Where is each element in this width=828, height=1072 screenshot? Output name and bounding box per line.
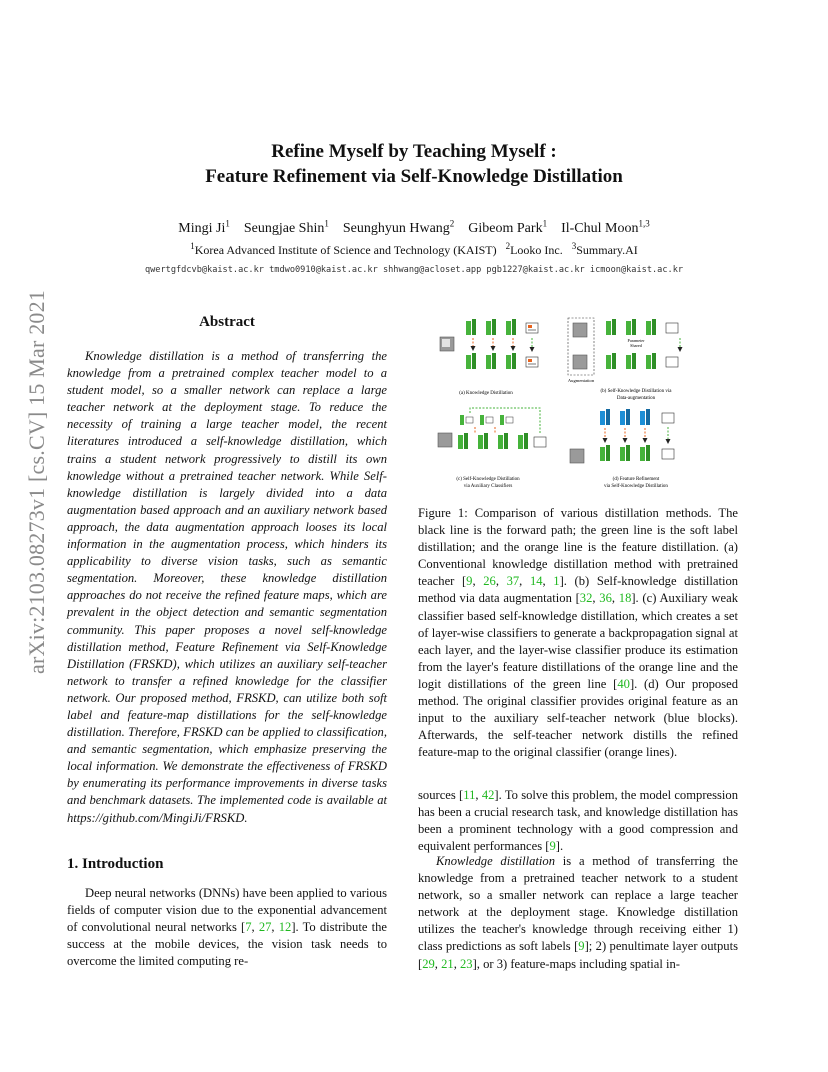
- svg-text:via Auxiliary Classifiers: via Auxiliary Classifiers: [463, 484, 513, 489]
- svg-text:via Self-Knowledge Distillatio: via Self-Knowledge Distillation: [604, 484, 668, 489]
- paper-title-line1: Refine Myself by Teaching Myself :: [271, 141, 557, 162]
- panel-b-label: (b) Self-Knowledge Distillation via: [600, 389, 672, 394]
- intro-paragraph: Deep neural networks (DNNs) have been applied to various fields of computer vision due to the exponential advancement of convolutional neural networks [7, 27, 12]. To distribute the success at the mobile devices, the vision task needs to overcome the limited computing re-: [67, 886, 387, 969]
- panel-d-label: (d) Feature Refinement: [612, 477, 660, 482]
- abstract-body: Knowledge distillation is a method of transferring the knowledge from a pretrained complex teacher model to a student model, so a smaller network can replace a large teacher network at the deployment stage. To reduce the necessity of training a large teacher model, the recent literatures introduced a self-knowledge distillation, which trains a student network progressively to distill its own knowledge without a pretrained teacher network. While Self-knowledge distillation is largely divided into a data augmentation based approach and an auxiliary network based approach, the data augmentation approach looses its local information in the augmentation process, which hinders its applicability to diverse vision tasks, such as semantic segmentation. Moreover, these knowledge distillation approaches do not receive the refined feature maps, which are prevalent in the object detection and semantic segmentation community. This paper proposes a novel self-knowledge distillation method, Feature Refinement via Self-Knowledge Distillation (FRSKD), which utilizes an auxiliary self-teacher network to transfer a refined knowledge for the classifier network. Our proposed method, FRSKD, can utilize both soft label and feature-map distillations for the self-knowledge distillation. Therefore, FRSKD can be applied to classification, and semantic segmentation, which emphasize preserving the local information. We demonstrate the effectiveness of FRSKD by enumerating its performance improvements in diverse tasks and benchmark datasets. The implemented code is available at https://github.com/MingiJi/FRSKD.: [67, 349, 387, 825]
- author: Il-Chul Moon$^{1,3}$: [561, 218, 650, 236]
- panel-c-auxiliary-classifiers: [438, 408, 546, 489]
- author-list: [0, 218, 828, 237]
- panel-d-feature-refinement: [570, 409, 674, 489]
- figure-1-diagram: [430, 315, 710, 497]
- right-paragraph-2: Knowledge distillation is a method of transferring the knowledge from a pretrained teacher network to a student network, so a smaller network can replace a large teacher network at the deployment stage. Knowledge distillation utilizes the teacher's knowledge through receiving either 1) class predictions as soft labels [9]; 2) penultimate layer outputs [29, 21, 23], or 3) feature-maps including spatial in-: [418, 854, 739, 971]
- right-paragraph-1: sources [11, 42]. To solve this problem, the model compression has been a crucial research task, and knowledge distillation has been a prominent technology with a good compression and equivalent performances [9].: [418, 788, 739, 854]
- panel-a-label: (a) Knowledge Distillation: [459, 391, 513, 396]
- paper-title-line2: Feature Refinement via Self-Knowledge Distillation: [205, 166, 623, 187]
- panel-b-data-augmentation: [568, 318, 680, 401]
- abstract-heading: Abstract: [199, 314, 255, 330]
- figure-caption: Figure 1: Comparison of various distillation methods. The black line is the forward path; the green line is the soft label distillation; and the orange line is the feature distillation. (a) Conventional knowledge distillation method with pretrained teacher [9, 26, 37, 14, 1]. (b) Self-knowledge distillation method via data augmentation [32, 36, 18]. (c) Auxiliary weak classifier based self-knowledge distillation, which creates a set of layer-wise classifiers to generate a backpropagation signal at each layer, and the layer-wise classifier produce its estimation from the layer's feature distillations of the orange line and the logit distillations of the green line [40]. (d) Our proposed method. The original classifier provides original feature as an input to the auxiliary self-teacher network (blue blocks). Afterwards, the self-teacher network distills the refined feature-map to the original classifier (orange lines).: [418, 506, 739, 760]
- svg-text:Shared: Shared: [630, 343, 642, 348]
- intro-heading: 1. Introduction: [67, 856, 164, 872]
- svg-text:Data-augmentation: Data-augmentation: [616, 396, 656, 401]
- author: Seunghyun Hwang$^2$: [342, 218, 455, 236]
- figure-1: [430, 315, 710, 497]
- author: Seungjae Shin$^1$: [243, 218, 329, 236]
- panel-c-label: (c) Self-Knowledge Distillation: [456, 477, 520, 482]
- augmentation-label: Augmentation: [567, 378, 595, 383]
- author: Gibeom Park$^1$: [468, 218, 548, 236]
- panel-a-knowledge-distillation: [440, 319, 538, 396]
- affiliations: $^1$Korea Advanced Institute of Science and Technology (KAIST) $^2$Looko Inc. $^3$Summary.AI: [190, 241, 638, 257]
- author: Mingi Ji$^1$: [178, 218, 230, 236]
- arxiv-stamp: arXiv:2103.08273v1 [cs.CV] 15 Mar 2021: [24, 290, 49, 674]
- author-emails: qwertgfdcvb@kaist.ac.kr tmdwo0910@kaist.ac.kr shhwang@acloset.app pgb1227@kaist.ac.kr icmoon@kaist.ac.kr: [144, 265, 684, 275]
- parameter-shared-label: Parameter: [627, 338, 645, 343]
